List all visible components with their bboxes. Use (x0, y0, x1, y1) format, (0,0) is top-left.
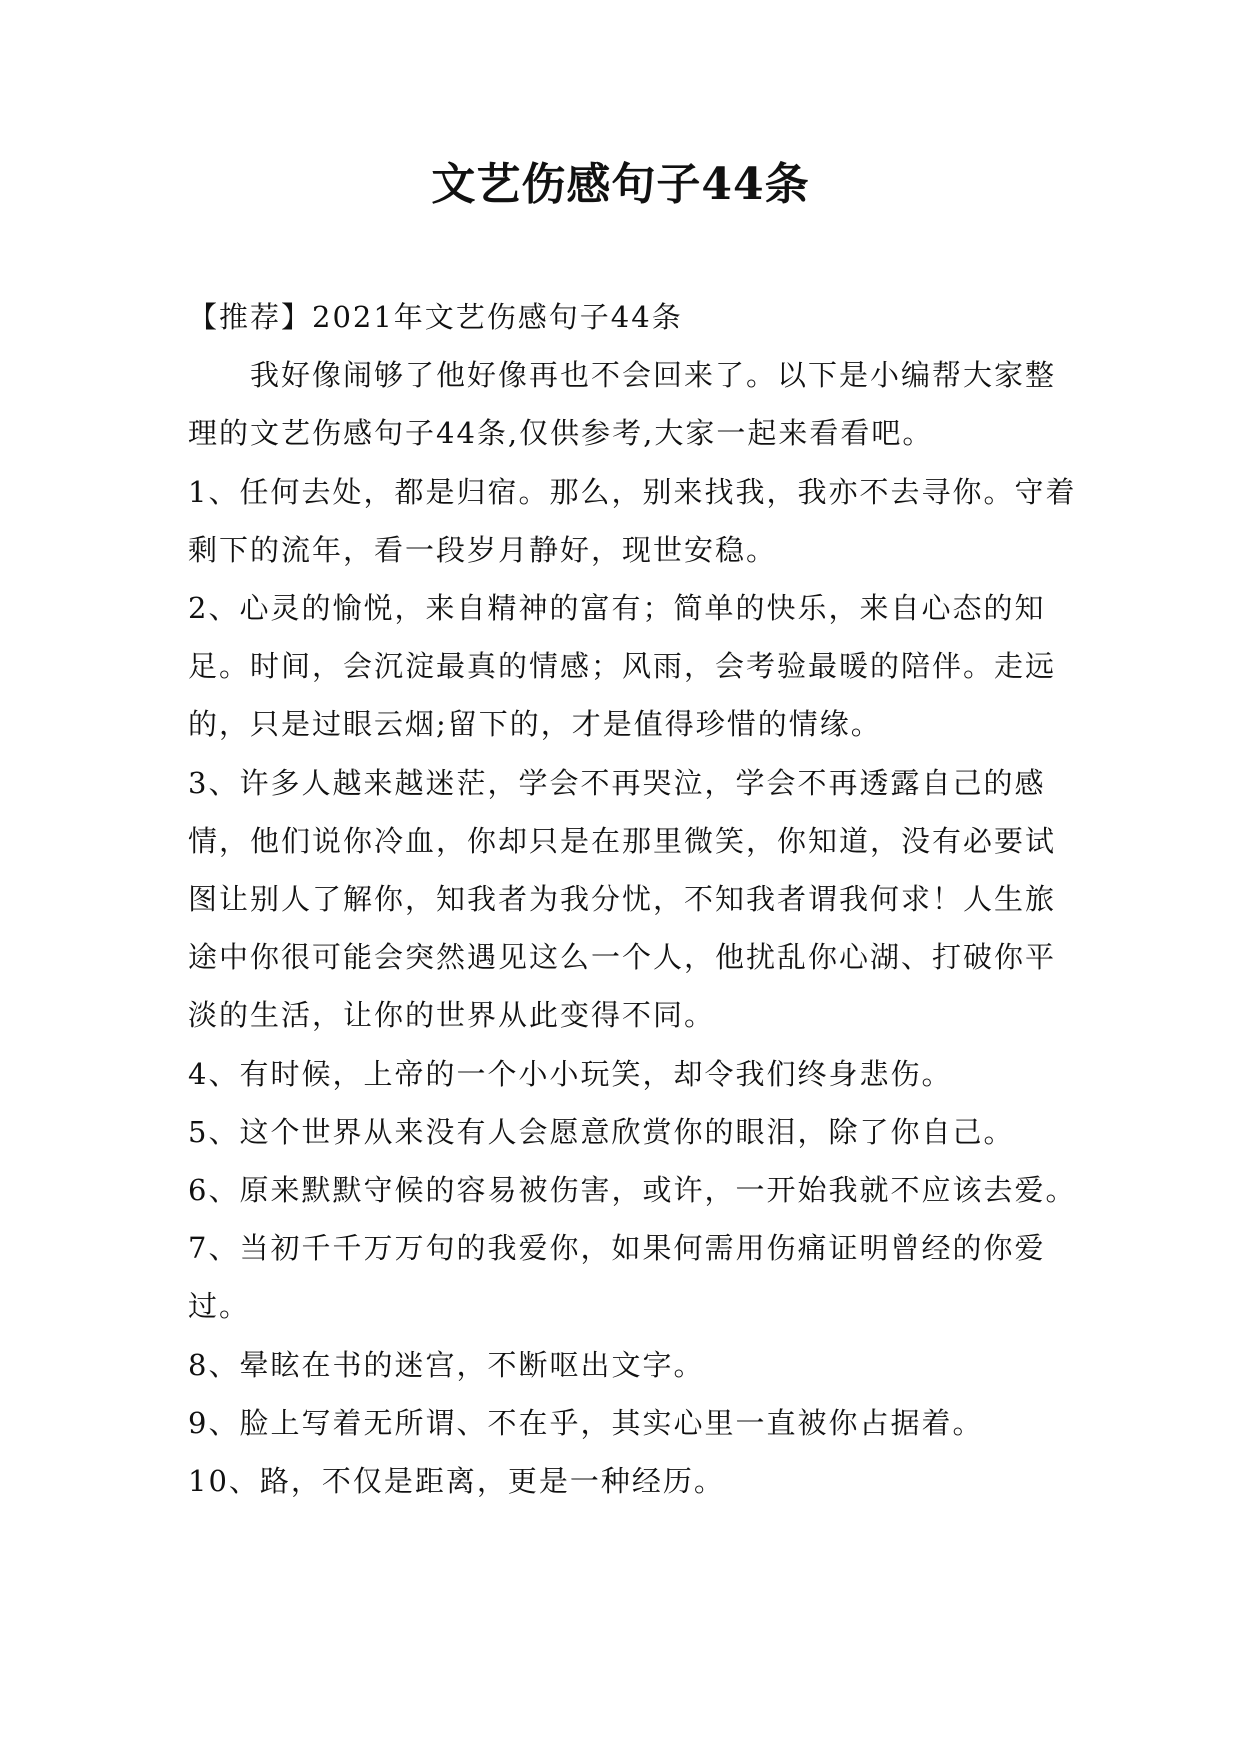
list-item: 9、脸上写着无所谓、不在乎，其实心里一直被你占据着。 (188, 1405, 984, 1440)
list-item: 8、晕眩在书的迷宫，不断呕出文字。 (188, 1347, 705, 1382)
list-item: 2、心灵的愉悦，来自精神的富有；简单的快乐，来自心态的知足。时间，会沉淀最真的情感；风雨，会考验最暖的陪伴。走远的，只是过眼云烟;留下的，才是值得珍惜的情缘。 (188, 591, 1057, 742)
intro-paragraph: 我好像闹够了他好像再也不会回来了。以下是小编帮大家整理的文艺伤感句子44条,仅供参考,大家一起来看看吧。 (188, 358, 1057, 451)
list-item: 4、有时候，上帝的一个小小玩笑，却令我们终身悲伤。 (188, 1056, 953, 1091)
document-subtitle: 【推荐】2021年文艺伤感句子44条 (188, 300, 683, 334)
document-body (188, 288, 1078, 1510)
list-item: 3、许多人越来越迷茫，学会不再哭泣，学会不再透露自己的感情，他们说你冷血，你却只是在那里微笑，你知道，没有必要试图让别人了解你，知我者为我分忧，不知我者谓我何求！人生旅途中你很可能会突然遇见这么一个人，他扰乱你心湖、打破你平淡的生活，让你的世界从此变得不同。 (188, 765, 1057, 1033)
list-item: 1、任何去处，都是归宿。那么，别来找我，我亦不去寻你。守着剩下的流年，看一段岁月静好，现世安稳。 (188, 474, 1077, 567)
list-item: 7、当初千千万万句的我爱你，如果何需用伤痛证明曾经的你爱过。 (188, 1231, 1046, 1324)
list-item: 10、路，不仅是距离，更是一种经历。 (188, 1464, 725, 1499)
list-item: 5、这个世界从来没有人会愿意欣赏你的眼泪，除了你自己。 (188, 1114, 1015, 1149)
list-item: 6、原来默默守候的容易被伤害，或许，一开始我就不应该去爱。 (188, 1173, 1077, 1208)
document-title: 文艺伤感句子44条 (431, 159, 810, 210)
